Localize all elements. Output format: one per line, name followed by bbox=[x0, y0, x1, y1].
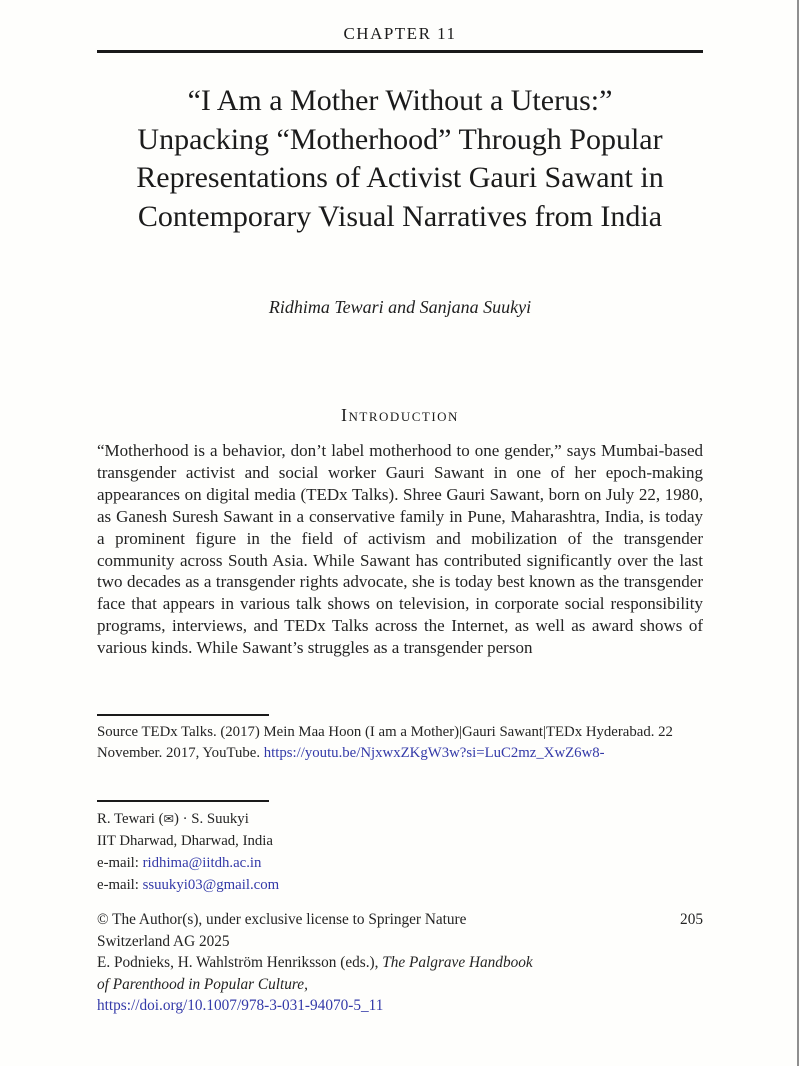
editors-text: E. Podnieks, H. Wahlström Henriksson (eds.), bbox=[97, 954, 383, 971]
affiliation-block bbox=[97, 808, 703, 897]
chapter-title-line: Unpacking “Motherhood” Through Popular bbox=[137, 122, 663, 156]
email-link-ssuukyi[interactable]: ssuukyi03@gmail.com bbox=[142, 876, 280, 893]
email-line bbox=[97, 875, 703, 897]
email-link-ridhima[interactable]: ridhima@iitdh.ac.in bbox=[142, 854, 262, 871]
affiliation-rule bbox=[97, 800, 269, 802]
book-title: The Palgrave Handbook bbox=[382, 954, 533, 971]
chapter-title-line: “I Am a Mother Without a Uterus:” bbox=[187, 84, 613, 117]
source-note-link[interactable]: https://youtu.be/NjxwxZKgW3w?si=LuC2mz_XwZ6w8- bbox=[263, 745, 605, 762]
affiliation-author-prefix: R. Tewari ( bbox=[97, 811, 164, 827]
authors-line: Ridhima Tewari and Sanjana Suukyi bbox=[268, 297, 532, 317]
affiliation-author-suffix: ) · S. Suukyi bbox=[173, 811, 249, 827]
page-edge-scan-line bbox=[797, 0, 799, 1066]
source-note bbox=[97, 722, 703, 765]
affiliation-institution: IIT Dharwad, Dharwad, India bbox=[97, 832, 273, 849]
source-note-rule bbox=[97, 714, 269, 716]
doi-line bbox=[97, 995, 703, 1017]
copyright-editors-line bbox=[97, 952, 703, 974]
chapter-title bbox=[77, 82, 723, 236]
email-line bbox=[97, 853, 703, 875]
page-number: 205 bbox=[680, 911, 703, 928]
copyright-block bbox=[97, 909, 703, 1017]
envelope-icon: ✉ bbox=[163, 811, 174, 826]
affiliation-authors bbox=[97, 808, 703, 831]
source-note-text: Source TEDx Talks. (2017) Mein Maa Hoon (I am a Mother)|Gauri Sawant|TEDx Hyderabad. 22 November. 2017, YouTube. bbox=[97, 724, 673, 762]
email-label: e-mail: bbox=[97, 854, 143, 871]
doi-link[interactable]: https://doi.org/10.1007/978-3-031-94070-5_11 bbox=[97, 997, 384, 1014]
copyright-line: Switzerland AG 2025 bbox=[97, 932, 230, 950]
chapter-title-line: Representations of Activist Gauri Sawant in bbox=[136, 161, 664, 194]
copyright-line: © The Author(s), under exclusive license to Springer Nature bbox=[97, 911, 467, 928]
header-rule bbox=[97, 50, 703, 53]
book-title-continued: of Parenthood in Popular Culture, bbox=[97, 975, 308, 993]
section-heading-introduction: Introduction bbox=[341, 405, 459, 425]
chapter-title-line: Contemporary Visual Narratives from India bbox=[137, 199, 663, 233]
intro-paragraph: “Motherhood is a behavior, don’t label motherhood to one gender,” says Mumbai-based transgender activist and social worker Gauri Sawant in one of her epoch-making appearances on digital media (TEDx Talks). Shree Gauri Sawant, born on July 22, 1980, as Ganesh Suresh Sawant in a conservative family in Pune, Maharashtra, India, is today a prominent figure in the field of activism and mobilization of the transgender community across South Asia. While Sawant has contributed significantly over the last two decades as a transgender rights advocate, she is today best known as the transgender face that appears in various talk shows on television, in corporate social responsibility programs, interviews, and TEDx Talks across the Internet, as well as award shows of various kinds. While Sawant’s struggles as a transgender person bbox=[97, 441, 703, 658]
chapter-label: CHAPTER 11 bbox=[343, 24, 457, 43]
email-label: e-mail: bbox=[97, 876, 143, 893]
